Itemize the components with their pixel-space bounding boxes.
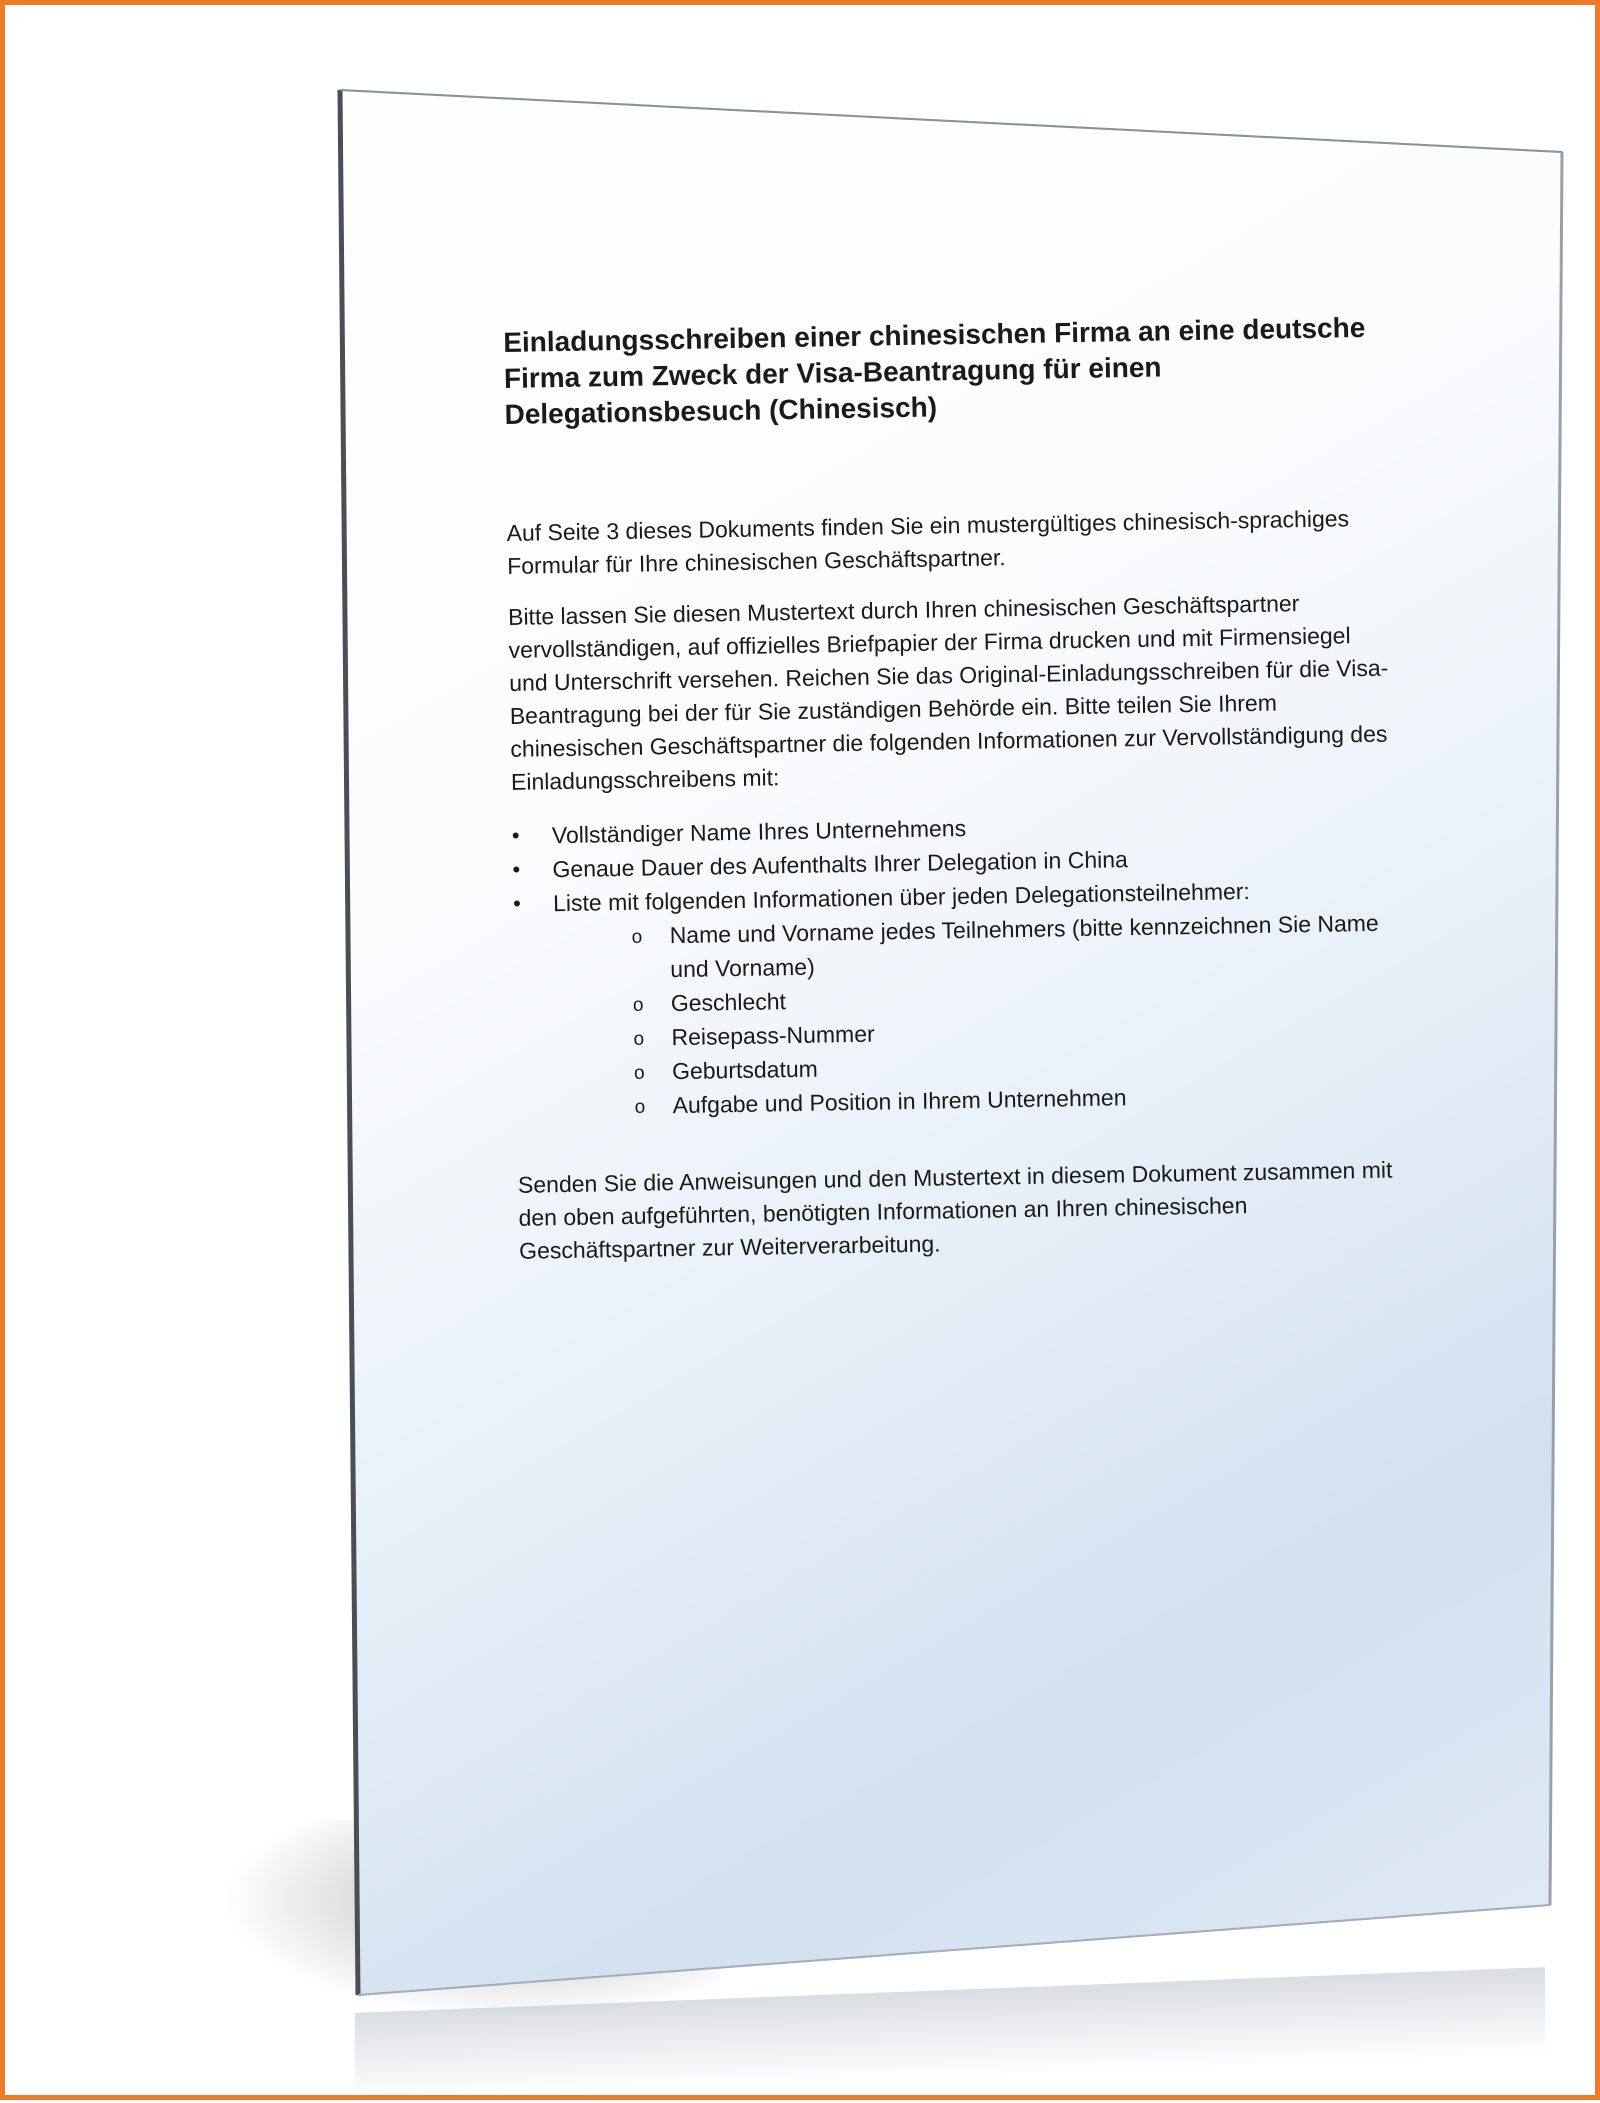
sub-list-item: o Geschlecht xyxy=(633,974,1395,1021)
list-item: • Vollständiger Name Ihres Unternehmens xyxy=(512,804,1392,853)
sub-list-item: o Geburtsdatum xyxy=(634,1042,1396,1089)
document-title: Einladungsschreiben einer chinesischen Firma an eine deutsche Firma zum Zweck der Visa-Beantragung für einen Delegationsbesuch (Chinesisch) xyxy=(503,311,1366,430)
sub-list-item: o Reisepass-Nummer xyxy=(633,1008,1395,1055)
sub-list-item: o Name und Vorname jedes Teilnehmers (bitte kennzeichnen Sie Name und Vorname) xyxy=(631,906,1394,987)
intro-paragraph: Auf Seite 3 dieses Dokuments finden Sie ein mustergültiges chinesisch-sprachiges Formular für Ihre chinesischen Geschäftspartner. xyxy=(506,505,1350,579)
participant-info-list xyxy=(553,906,1396,1125)
list-item: • Genaue Dauer des Aufenthalts Ihrer Delegation in China xyxy=(512,838,1392,887)
document-content xyxy=(503,310,1399,1268)
closing-paragraph: Senden Sie die Anweisungen und den Mustertext in diesem Dokument zusammen mit den oben aufgeführten, benötigten Informationen an Ihren chinesischen Geschäftspartner zur Weiterverarbeitung. xyxy=(517,1156,1393,1264)
info-list xyxy=(512,804,1397,1125)
list-item-label: Liste mit folgenden Informationen über jeden Delegationsteilnehmer: xyxy=(552,878,1251,917)
sub-list-item: o Aufgabe und Position in Ihrem Unternehmen xyxy=(634,1076,1396,1123)
list-item xyxy=(513,872,1397,1125)
instructions-paragraph: Bitte lassen Sie diesen Mustertext durch Ihren chinesischen Geschäftspartner vervollständigen, auf offizielles Briefpapier der Firma drucken und mit Firmensiegel und Unterschrift versehen. Reichen Sie das Original-Einladungsschreiben für die Visa-Beantragung bei der für Sie zuständigen Behörde ein. Bitte teilen Sie Ihrem chinesischen Geschäftspartner die folgenden Informationen zur Vervollständigung des Einladungsschreibens mit: xyxy=(507,590,1389,795)
